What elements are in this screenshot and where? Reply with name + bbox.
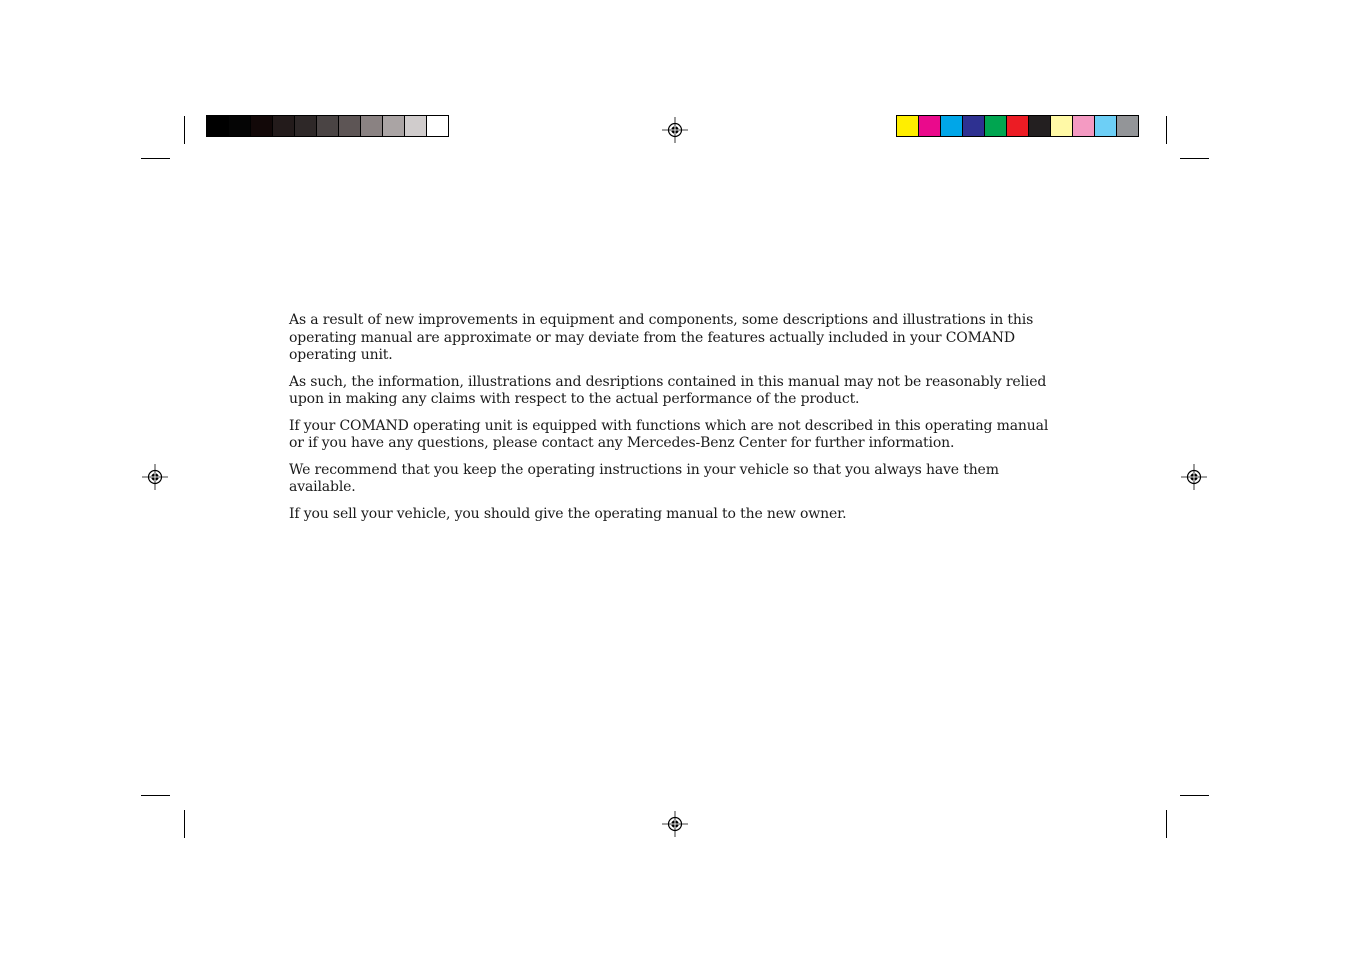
color-swatch — [1007, 116, 1029, 136]
color-swatch — [273, 116, 295, 136]
color-swatch — [295, 116, 317, 136]
color-swatch — [207, 116, 229, 136]
color-swatch — [317, 116, 339, 136]
color-swatch — [1095, 116, 1117, 136]
paragraph-improvements: As a result of new improvements in equipment and components, some descriptions and illustrations in this operating manual are approximate or may deviate from the features actually included in your COMAND operating unit. — [289, 312, 1034, 363]
color-calibration-bar — [896, 115, 1139, 137]
color-swatch — [1117, 116, 1138, 136]
color-swatch — [985, 116, 1007, 136]
registration-mark-bottom-icon — [662, 811, 688, 837]
color-swatch — [1051, 116, 1073, 136]
color-swatch — [963, 116, 985, 136]
color-swatch — [405, 116, 427, 136]
grayscale-calibration-bar — [206, 115, 449, 137]
crop-mark-top-right-vertical — [1166, 116, 1167, 144]
color-swatch — [941, 116, 963, 136]
crop-mark-bottom-right-vertical — [1166, 810, 1167, 838]
color-swatch — [1029, 116, 1051, 136]
color-swatch — [427, 116, 448, 136]
paragraph-functions: If your COMAND operating unit is equipped with functions which are not described in this operating manual or if you have any questions, please contact any Mercedes-Benz Center for further information. — [289, 417, 1049, 451]
disclaimer-text-block — [289, 312, 1065, 532]
registration-mark-right-icon — [1181, 464, 1207, 490]
color-swatch — [383, 116, 405, 136]
crop-mark-top-right-horizontal — [1180, 158, 1209, 159]
crop-mark-bottom-left-horizontal — [141, 795, 170, 796]
crop-mark-top-left-horizontal — [141, 158, 170, 159]
paragraph-reliance: As such, the information, illustrations and desriptions contained in this manual may not be reasonably relied upon in making any claims with respect to the actual performance of the product. — [289, 373, 1047, 407]
registration-mark-top-icon — [662, 117, 688, 143]
color-swatch — [229, 116, 251, 136]
crop-mark-bottom-left-vertical — [184, 810, 185, 838]
color-swatch — [897, 116, 919, 136]
color-swatch — [251, 116, 273, 136]
paragraph-keep-in-vehicle: We recommend that you keep the operating instructions in your vehicle so that you always have them available. — [289, 461, 999, 495]
crop-mark-bottom-right-horizontal — [1180, 795, 1209, 796]
crop-mark-top-left-vertical — [184, 116, 185, 144]
color-swatch — [361, 116, 383, 136]
registration-mark-left-icon — [142, 464, 168, 490]
color-swatch — [919, 116, 941, 136]
paragraph-sell-vehicle: If you sell your vehicle, you should give the operating manual to the new owner. — [289, 505, 847, 522]
color-swatch — [1073, 116, 1095, 136]
color-swatch — [339, 116, 361, 136]
